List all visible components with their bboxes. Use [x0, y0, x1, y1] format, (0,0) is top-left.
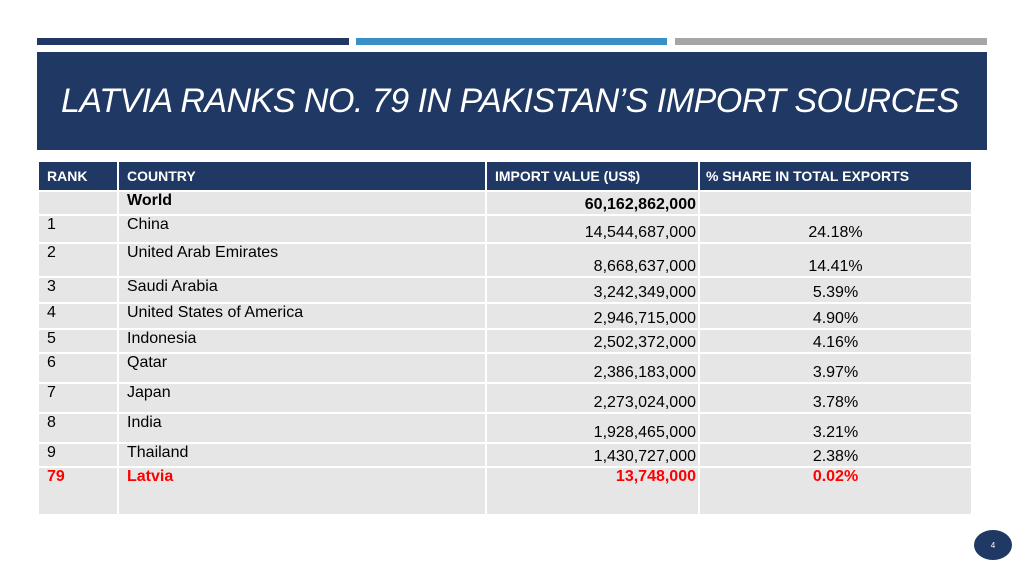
- country-cell: Indonesia: [118, 329, 486, 353]
- table-row: [38, 277, 972, 303]
- rank-cell: 79: [38, 467, 118, 514]
- rank-cell: 9: [38, 443, 118, 467]
- share-cell: 3.97%: [699, 353, 972, 383]
- country-cell: Latvia: [118, 467, 486, 514]
- country-cell: United States of America: [118, 303, 486, 329]
- table-row: [38, 353, 972, 383]
- table-header-row: [38, 161, 972, 191]
- table-row: [38, 191, 972, 215]
- table-row: [38, 329, 972, 353]
- rank-cell: 5: [38, 329, 118, 353]
- header-share: % SHARE IN TOTAL EXPORTS: [699, 161, 972, 191]
- slide-title: LATVIA RANKS NO. 79 IN PAKISTAN’S IMPORT SOURCES: [61, 82, 959, 120]
- share-cell: 24.18%: [699, 215, 972, 243]
- rank-cell: 3: [38, 277, 118, 303]
- table-row: [38, 303, 972, 329]
- import-value-cell: 3,242,349,000: [486, 277, 699, 303]
- share-cell: 3.78%: [699, 383, 972, 413]
- import-value-cell: 13,748,000: [486, 467, 699, 514]
- share-cell: 2.38%: [699, 443, 972, 467]
- country-cell: Qatar: [118, 353, 486, 383]
- share-cell: 3.21%: [699, 413, 972, 443]
- import-sources-table: [37, 160, 973, 514]
- country-cell: India: [118, 413, 486, 443]
- country-cell: World: [118, 191, 486, 215]
- share-cell: 5.39%: [699, 277, 972, 303]
- table-row: [38, 383, 972, 413]
- page-number: 4: [990, 540, 996, 550]
- country-cell: United Arab Emirates: [118, 243, 486, 277]
- country-cell: China: [118, 215, 486, 243]
- share-cell: [699, 191, 972, 215]
- rank-cell: 8: [38, 413, 118, 443]
- import-value-cell: 1,430,727,000: [486, 443, 699, 467]
- import-value-cell: 14,544,687,000: [486, 215, 699, 243]
- rank-cell: 1: [38, 215, 118, 243]
- import-value-cell: 1,928,465,000: [486, 413, 699, 443]
- country-cell: Thailand: [118, 443, 486, 467]
- country-cell: Japan: [118, 383, 486, 413]
- import-value-cell: 8,668,637,000: [486, 243, 699, 277]
- import-value-cell: 2,273,024,000: [486, 383, 699, 413]
- share-cell: 14.41%: [699, 243, 972, 277]
- rank-cell: 6: [38, 353, 118, 383]
- accent-bar-blue: [356, 38, 667, 45]
- table-row: [38, 413, 972, 443]
- rank-cell: 4: [38, 303, 118, 329]
- import-value-cell: 2,946,715,000: [486, 303, 699, 329]
- accent-bar-gray: [675, 38, 987, 45]
- rank-cell: 2: [38, 243, 118, 277]
- page-number-badge: [974, 530, 1012, 560]
- import-value-cell: 2,502,372,000: [486, 329, 699, 353]
- table-row: [38, 243, 972, 277]
- title-banner: [37, 52, 987, 150]
- share-cell: 0.02%: [699, 467, 972, 514]
- header-country: COUNTRY: [118, 161, 486, 191]
- rank-cell: [38, 191, 118, 215]
- share-cell: 4.16%: [699, 329, 972, 353]
- table-row-latvia: [38, 467, 972, 514]
- import-value-cell: 60,162,862,000: [486, 191, 699, 215]
- import-value-cell: 2,386,183,000: [486, 353, 699, 383]
- table-row: [38, 443, 972, 467]
- header-import-value: IMPORT VALUE (US$): [486, 161, 699, 191]
- header-rank: RANK: [38, 161, 118, 191]
- table-row: [38, 215, 972, 243]
- share-cell: 4.90%: [699, 303, 972, 329]
- rank-cell: 7: [38, 383, 118, 413]
- accent-bar-dark: [37, 38, 349, 45]
- country-cell: Saudi Arabia: [118, 277, 486, 303]
